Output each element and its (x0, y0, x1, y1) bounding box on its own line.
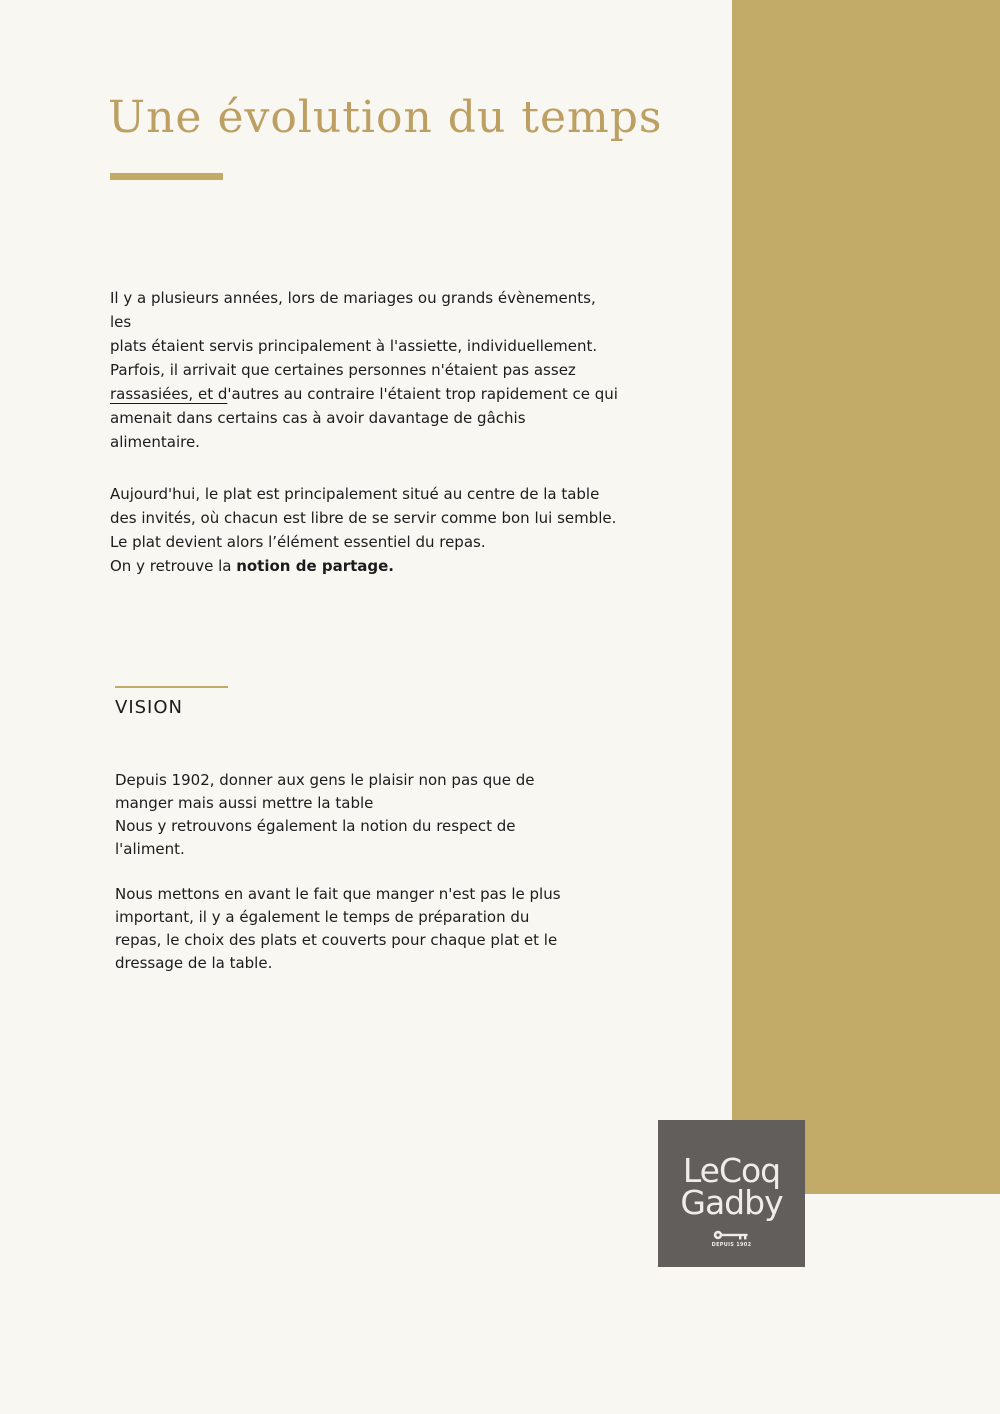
vision-p1-line-1: Depuis 1902, donner aux gens le plaisir non pas que de (115, 771, 535, 789)
page-title: Une évolution du temps (108, 92, 663, 143)
vision-divider (115, 686, 228, 688)
vision-paragraph-2 (115, 883, 585, 975)
intro-p2-line-4-prefix: On y retrouve la (110, 557, 237, 575)
gold-side-panel (732, 0, 1000, 1194)
intro-p2-line-4 (110, 554, 620, 578)
vision-p2-line-2: important, il y a également le temps de préparation du (115, 908, 530, 926)
intro-p1-line-1: Il y a plusieurs années, lors de mariages ou grands évènements, les (110, 289, 596, 331)
title-underline-bar (110, 173, 223, 180)
intro-p2-line-1: Aujourd'hui, le plat est principalement situé au centre de la table (110, 485, 600, 503)
intro-p1-line-2: plats étaient servis principalement à l'assiette, individuellement. (110, 337, 598, 355)
intro-p1-line-5: amenait dans certains cas à avoir davantage de gâchis (110, 409, 526, 427)
lecoq-gadby-logo (658, 1120, 805, 1267)
intro-p1-line-6: alimentaire. (110, 433, 200, 451)
intro-paragraph-1 (110, 286, 620, 454)
key-icon (713, 1230, 750, 1240)
intro-p1-line-3: Parfois, il arrivait que certaines personnes n'étaient pas assez (110, 361, 576, 379)
vision-paragraph-1 (115, 769, 585, 861)
notion-de-partage-bold: notion de partage. (236, 557, 394, 575)
vision-heading: VISION (115, 697, 183, 718)
vision-p1-line-4: l'aliment. (115, 840, 185, 858)
intro-paragraph-2 (110, 482, 620, 578)
intro-p1-line-4-rest: 'autres au contraire l'étaient trop rapidement ce qui (227, 385, 618, 403)
intro-p2-line-2: des invités, où chacun est libre de se servir comme bon lui semble. (110, 509, 617, 527)
vision-p2-line-3: repas, le choix des plats et couverts pour chaque plat et le (115, 931, 558, 949)
vision-p2-line-1: Nous mettons en avant le fait que manger n'est pas le plus (115, 885, 561, 903)
intro-p2-line-3: Le plat devient alors l’élément essentiel du repas. (110, 533, 486, 551)
vision-p2-line-4: dressage de la table. (115, 954, 273, 972)
logo-tagline: DEPUIS 1902 (711, 1242, 752, 1248)
logo-text-lecoq: LeCoq (682, 1151, 781, 1190)
intro-p1-line-4 (110, 382, 620, 406)
underlined-phrase: rassasiées, et d (110, 385, 228, 403)
vision-p1-line-2: manger mais aussi mettre la table (115, 794, 374, 812)
vision-p1-line-3: Nous y retrouvons également la notion du respect de (115, 817, 516, 835)
logo-text-gadby: Gadby (680, 1183, 783, 1222)
